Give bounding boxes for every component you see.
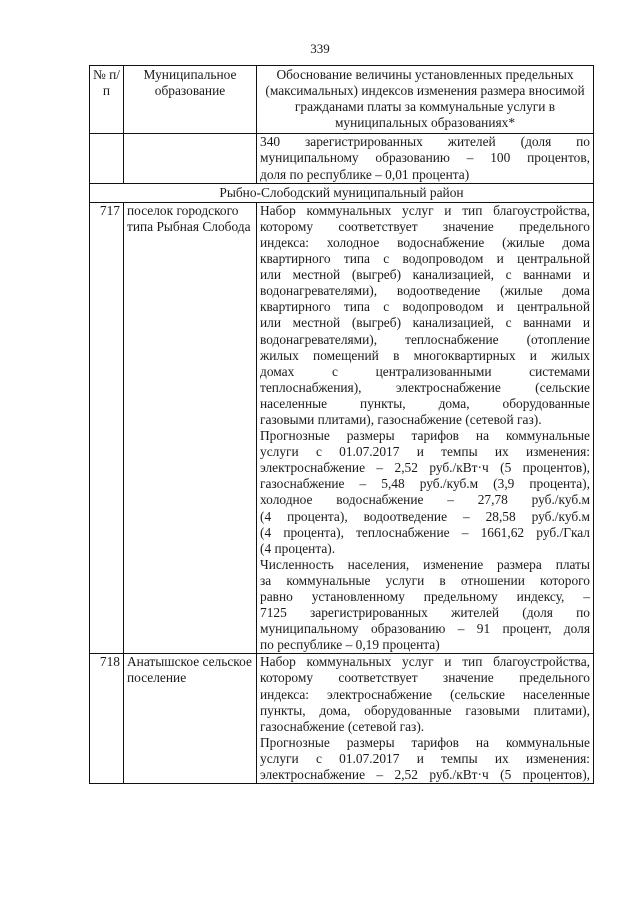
header-num — [90, 66, 124, 134]
text-line: водонагревателями), теплоснабжение (отопление — [260, 331, 590, 347]
text-line: квартирного типа с водопроводом и центральной — [260, 299, 590, 315]
header-justification-label: Обоснование величины установленных предельных (максимальных) индексов изменения размера вносимой гражданами платы за коммунальные услуги в муниципальных образованиях* — [265, 67, 585, 131]
text-line: электроснабжение – 2,52 руб./кВт·ч (5 процентов), — [260, 767, 590, 783]
text-line: индекса: холодное водоснабжение (жилые дома — [260, 234, 590, 250]
tariffs-paragraph — [260, 735, 590, 783]
text-line: населенные пункты, дома, оборудованные — [260, 395, 590, 411]
text-line: теплоснабжения), электроснабжение (сельские — [260, 379, 590, 395]
text-line: (4 процента). — [260, 540, 336, 556]
continued-line: 340 зарегистрированных жителей (доля по — [260, 134, 590, 150]
text-line: которому соответствует значение предельного — [260, 218, 590, 234]
district-title: Рыбно-Слободский муниципальный район — [90, 183, 594, 202]
text-line: газовыми плитами), газоснабжение (сетевой газ). — [260, 411, 542, 427]
tariff-index-table — [89, 65, 594, 784]
text-line: домах с централизованными системами — [260, 363, 590, 379]
text-line: 7125 зарегистрированных жителей (доля по — [260, 605, 590, 621]
text-line: услуги с 01.07.2017 и темпы их изменения: — [260, 750, 590, 766]
justification-cell — [257, 202, 594, 654]
tariffs-paragraph — [260, 428, 590, 557]
text-line: Набор коммунальных услуг и тип благоустройства, — [260, 654, 590, 670]
table-row — [90, 654, 594, 784]
continued-line: доля по республике – 0,01 процента) — [260, 166, 470, 182]
text-line: услуги с 01.07.2017 и темпы их изменения: — [260, 444, 590, 460]
services-paragraph — [260, 654, 590, 734]
table-header-row — [90, 66, 594, 134]
text-line: Набор коммунальных услуг и тип благоустройства, — [260, 202, 590, 218]
text-line: равно установленному предельному индексу, – — [260, 589, 590, 604]
text-line: водонагревателями), водоотведение (жилые дома — [260, 283, 590, 299]
text-line: квартирного типа с водопроводом и центральной — [260, 251, 590, 267]
municipality-name: Анатышское сельское поселение — [124, 654, 257, 784]
text-line: газоснабжение (сетевой газ). — [260, 718, 425, 734]
services-paragraph — [260, 203, 590, 428]
municipality-name: поселок городского типа Рыбная Слобода — [124, 202, 257, 654]
text-line: за коммунальные услуги в отношении которого — [260, 572, 590, 588]
text-line: Прогнозные размеры тарифов на коммунальные — [260, 428, 590, 444]
table-row — [90, 202, 594, 654]
continued-num-cell — [90, 134, 124, 183]
text-line: или местной (выгреб) канализацией, с ваннами и — [260, 267, 590, 283]
text-line: газоснабжение – 5,48 руб./куб.м (3,9 процента), — [260, 476, 590, 492]
header-municipality — [124, 66, 257, 134]
continued-name-cell — [124, 134, 257, 183]
text-line: (4 процента), теплоснабжение – 1661,62 руб./Гкал — [260, 524, 590, 540]
text-line: Прогнозные размеры тарифов на коммунальные — [260, 734, 590, 750]
justification-cell — [257, 654, 594, 784]
text-line: жилых помещений в многоквартирных и жилых — [260, 347, 590, 363]
table-row-continued — [90, 134, 594, 183]
text-line: пункты, дома, оборудованные газовыми плитами), — [260, 702, 590, 718]
text-line: (4 процента), водоотведение – 28,58 руб./куб.м — [260, 508, 590, 524]
row-number: 718 — [90, 654, 124, 784]
text-line: муниципальному образованию – 91 процент, доля — [260, 621, 590, 637]
page-number: 339 — [310, 41, 330, 56]
header-justification — [257, 66, 594, 134]
text-line: или местной (выгреб) канализацией, с ваннами и — [260, 315, 590, 331]
text-line: холодное водоснабжение – 27,78 руб./куб.м — [260, 492, 590, 508]
continued-line: муниципальному образованию – 100 процентов, — [260, 150, 590, 166]
text-line: электроснабжение – 2,52 руб./кВт·ч (5 процентов), — [260, 460, 590, 476]
district-row — [90, 183, 594, 202]
row-number: 717 — [90, 202, 124, 654]
header-municipality-label: Муниципальное образование — [143, 67, 237, 99]
continued-text-cell — [257, 134, 594, 183]
text-line: индекса: электроснабжение (сельские населенные — [260, 686, 590, 702]
text-line: по республике – 0,19 процента) — [260, 637, 440, 653]
population-paragraph — [260, 557, 590, 654]
text-line: Численность населения, изменение размера платы — [260, 556, 590, 572]
text-line: которому соответствует значение предельного — [260, 670, 590, 686]
header-num-label: № п/п — [93, 67, 121, 99]
